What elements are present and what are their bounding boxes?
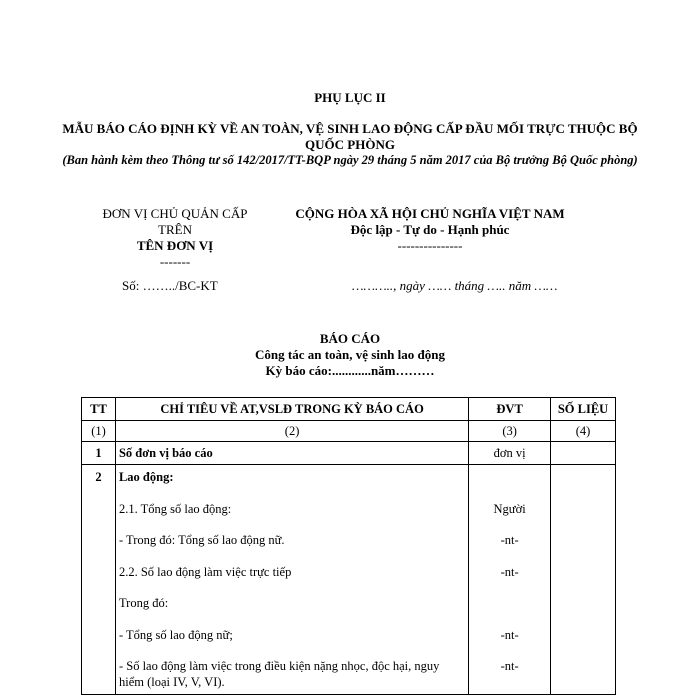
row-unit: -nt- — [500, 627, 519, 642]
col-header-indicator: CHỈ TIÊU VỀ AT,VSLĐ TRONG KỲ BÁO CÁO — [115, 398, 468, 421]
row-unit-cell — [469, 465, 551, 695]
row-line: - Trong đó: Tổng số lao động nữ. — [118, 533, 285, 547]
index-cell: (1) — [82, 421, 116, 442]
col-header-value: SỐ LIỆU — [551, 398, 616, 421]
row-unit — [472, 465, 547, 497]
parent-agency-label: ĐƠN VỊ CHỦ QUẢN CẤP TRÊN — [102, 206, 248, 237]
report-title: BÁO CÁO — [319, 331, 381, 346]
index-cell: (4) — [551, 421, 616, 442]
left-header-rule: ------- — [159, 254, 191, 269]
row-label: Số đơn vị báo cáo — [115, 442, 468, 465]
unit-name-label: TÊN ĐƠN VỊ — [136, 238, 214, 253]
col-header-unit: ĐVT — [469, 398, 551, 421]
index-cell: (2) — [115, 421, 468, 442]
row-unit: -nt- — [500, 659, 519, 673]
table-index-row — [82, 421, 616, 442]
row-value — [551, 465, 616, 695]
document-date-line: ……….., ngày …… tháng ….. năm …… — [352, 278, 558, 293]
row-value — [551, 442, 616, 465]
row-unit: Người — [493, 501, 526, 516]
report-period: Kỳ báo cáo:............năm……… — [265, 363, 435, 378]
report-subject: Công tác an toàn, vệ sinh lao động — [255, 347, 445, 362]
row-unit: đơn vị — [469, 442, 551, 465]
row-unit: -nt- — [500, 533, 519, 547]
national-motto: Độc lập - Tự do - Hạnh phúc — [350, 222, 510, 237]
row-line: - Số lao động làm việc trong điều kiện nặng nhọc, độc hại, nguy hiểm (loại IV, V, VI). — [118, 659, 440, 689]
table-row — [82, 442, 616, 465]
row-number: 1 — [82, 442, 116, 465]
row-line: - Tổng số lao động nữ; — [118, 627, 233, 642]
row-number: 2 — [82, 465, 116, 695]
report-table — [81, 397, 616, 695]
row-line: 2.1. Tổng số lao động: — [118, 501, 232, 516]
table-row — [82, 465, 616, 695]
row-label-cell — [115, 465, 468, 695]
right-header-rule: --------------- — [397, 238, 463, 253]
issuance-note: (Ban hành kèm theo Thông tư số 142/2017/TT-BQP ngày 29 tháng 5 năm 2017 của Bộ trưởng Bộ Quốc phòng) — [62, 153, 638, 167]
report-heading — [0, 331, 700, 379]
right-header — [280, 206, 580, 254]
row-line: Lao động: — [118, 470, 174, 484]
left-header — [90, 206, 260, 270]
country-name: CỘNG HÒA XÃ HỘI CHỦ NGHĨA VIỆT NAM — [295, 206, 565, 221]
form-title: MẪU BÁO CÁO ĐỊNH KỲ VỀ AN TOÀN, VỆ SINH LAO ĐỘNG CẤP ĐẦU MỐI TRỰC THUỘC BỘ QUỐC PHÒNG — [62, 121, 638, 152]
row-line: Trong đó: — [118, 596, 169, 610]
table-header-row — [82, 398, 616, 421]
document-number: Số: ……../BC-KT — [122, 278, 218, 293]
row-line: 2.2. Số lao động làm việc trực tiếp — [118, 564, 292, 579]
col-header-tt: TT — [82, 398, 116, 421]
row-unit — [472, 591, 547, 623]
index-cell: (3) — [469, 421, 551, 442]
appendix-label: PHỤ LỤC II — [314, 90, 386, 105]
row-unit: -nt- — [500, 564, 519, 579]
